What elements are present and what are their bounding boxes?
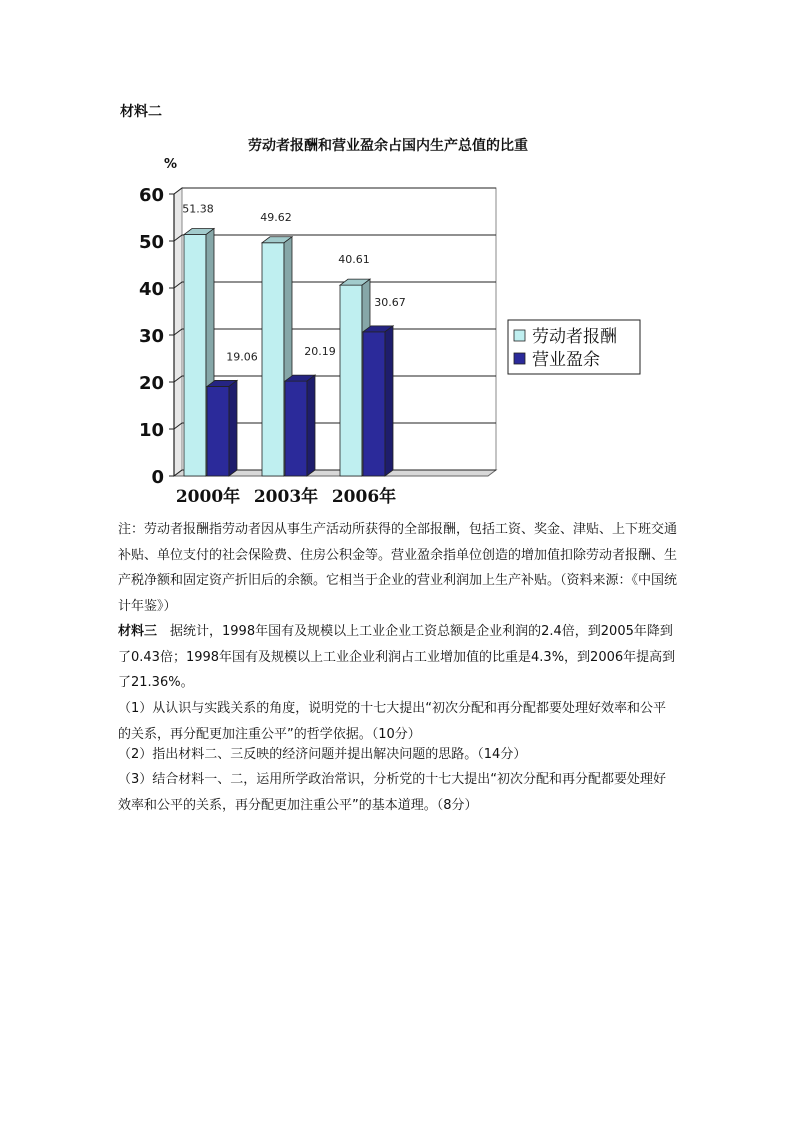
bar-labor-1	[262, 243, 284, 476]
chart-title: 劳动者报酬和营业盈余占国内生产总值的比重	[248, 138, 528, 154]
legend-label-1: 营业盈余	[532, 350, 600, 370]
chart-container	[138, 124, 648, 508]
data-label-labor: 40.61	[338, 253, 370, 267]
y-axis-unit: %	[164, 157, 178, 172]
y-tick-label: 40	[138, 279, 164, 300]
bar-side-face	[229, 380, 237, 476]
data-label-labor: 49.62	[260, 210, 292, 224]
bar-surplus-2	[363, 332, 385, 476]
question-3: （3）结合材料一、二，运用所学政治常识，分析党的十七大提出“初次分配和再分配都要处理好效率和公平的关系，再分配更加注重公平”的基本道理。（8分）	[118, 772, 667, 813]
data-label-surplus: 20.19	[304, 345, 336, 359]
bar-surplus-0	[207, 386, 229, 476]
y-tick-label: 20	[138, 373, 164, 394]
y-tick-label: 0	[151, 467, 164, 488]
legend-swatch-0	[514, 330, 525, 341]
bar-chart	[138, 124, 648, 508]
data-label-surplus: 19.06	[226, 350, 258, 364]
bar-side-face	[385, 326, 393, 476]
legend-label-0: 劳动者报酬	[532, 327, 617, 347]
data-label-labor: 51.38	[182, 202, 214, 216]
material-three	[118, 619, 678, 696]
y-tick-label: 50	[138, 232, 164, 253]
data-label-surplus: 30.67	[374, 295, 406, 309]
legend-swatch-1	[514, 353, 525, 364]
bar-labor-0	[184, 235, 206, 476]
x-category-label: 2003年	[253, 487, 319, 507]
material-three-text: 据统计，1998年国有及规模以上工业企业工资总额是企业利润的2.4倍，到2005年降到了0.43倍；1998年国有及规模以上工业企业利润占工业增加值的比重是4.3%，到2006年提高到了21.36%。	[118, 624, 676, 690]
y-tick-label: 10	[138, 420, 164, 441]
section-title: 材料二	[120, 104, 162, 120]
material-three-label: 材料三	[118, 624, 158, 639]
bar-surplus-1	[285, 381, 307, 476]
question-1: （1）从认识与实践关系的角度，说明党的十七大提出“初次分配和再分配都要处理好效率和公平的关系，再分配更加注重公平”的哲学依据。（10分）	[118, 701, 667, 742]
question-2: （2）指出材料二、三反映的经济问题并提出解决问题的思路。（14分）	[118, 747, 527, 762]
bar-side-face	[307, 375, 315, 476]
bar-labor-2	[340, 285, 362, 476]
y-tick-label: 60	[138, 185, 164, 206]
x-category-label: 2006年	[331, 487, 397, 507]
y-tick-label: 30	[138, 326, 164, 347]
x-category-label: 2000年	[175, 487, 241, 507]
chart-note: 注：劳动者报酬指劳动者因从事生产活动所获得的全部报酬，包括工资、奖金、津贴、上下班交通补贴、单位支付的社会保险费、住房公积金等。营业盈余指单位创造的增加值扣除劳动者报酬、生产税净额和固定资产折旧后的余额。它相当于企业的营业利润加上生产补贴。（资料来源：《中国统计年鉴》）	[118, 522, 678, 614]
